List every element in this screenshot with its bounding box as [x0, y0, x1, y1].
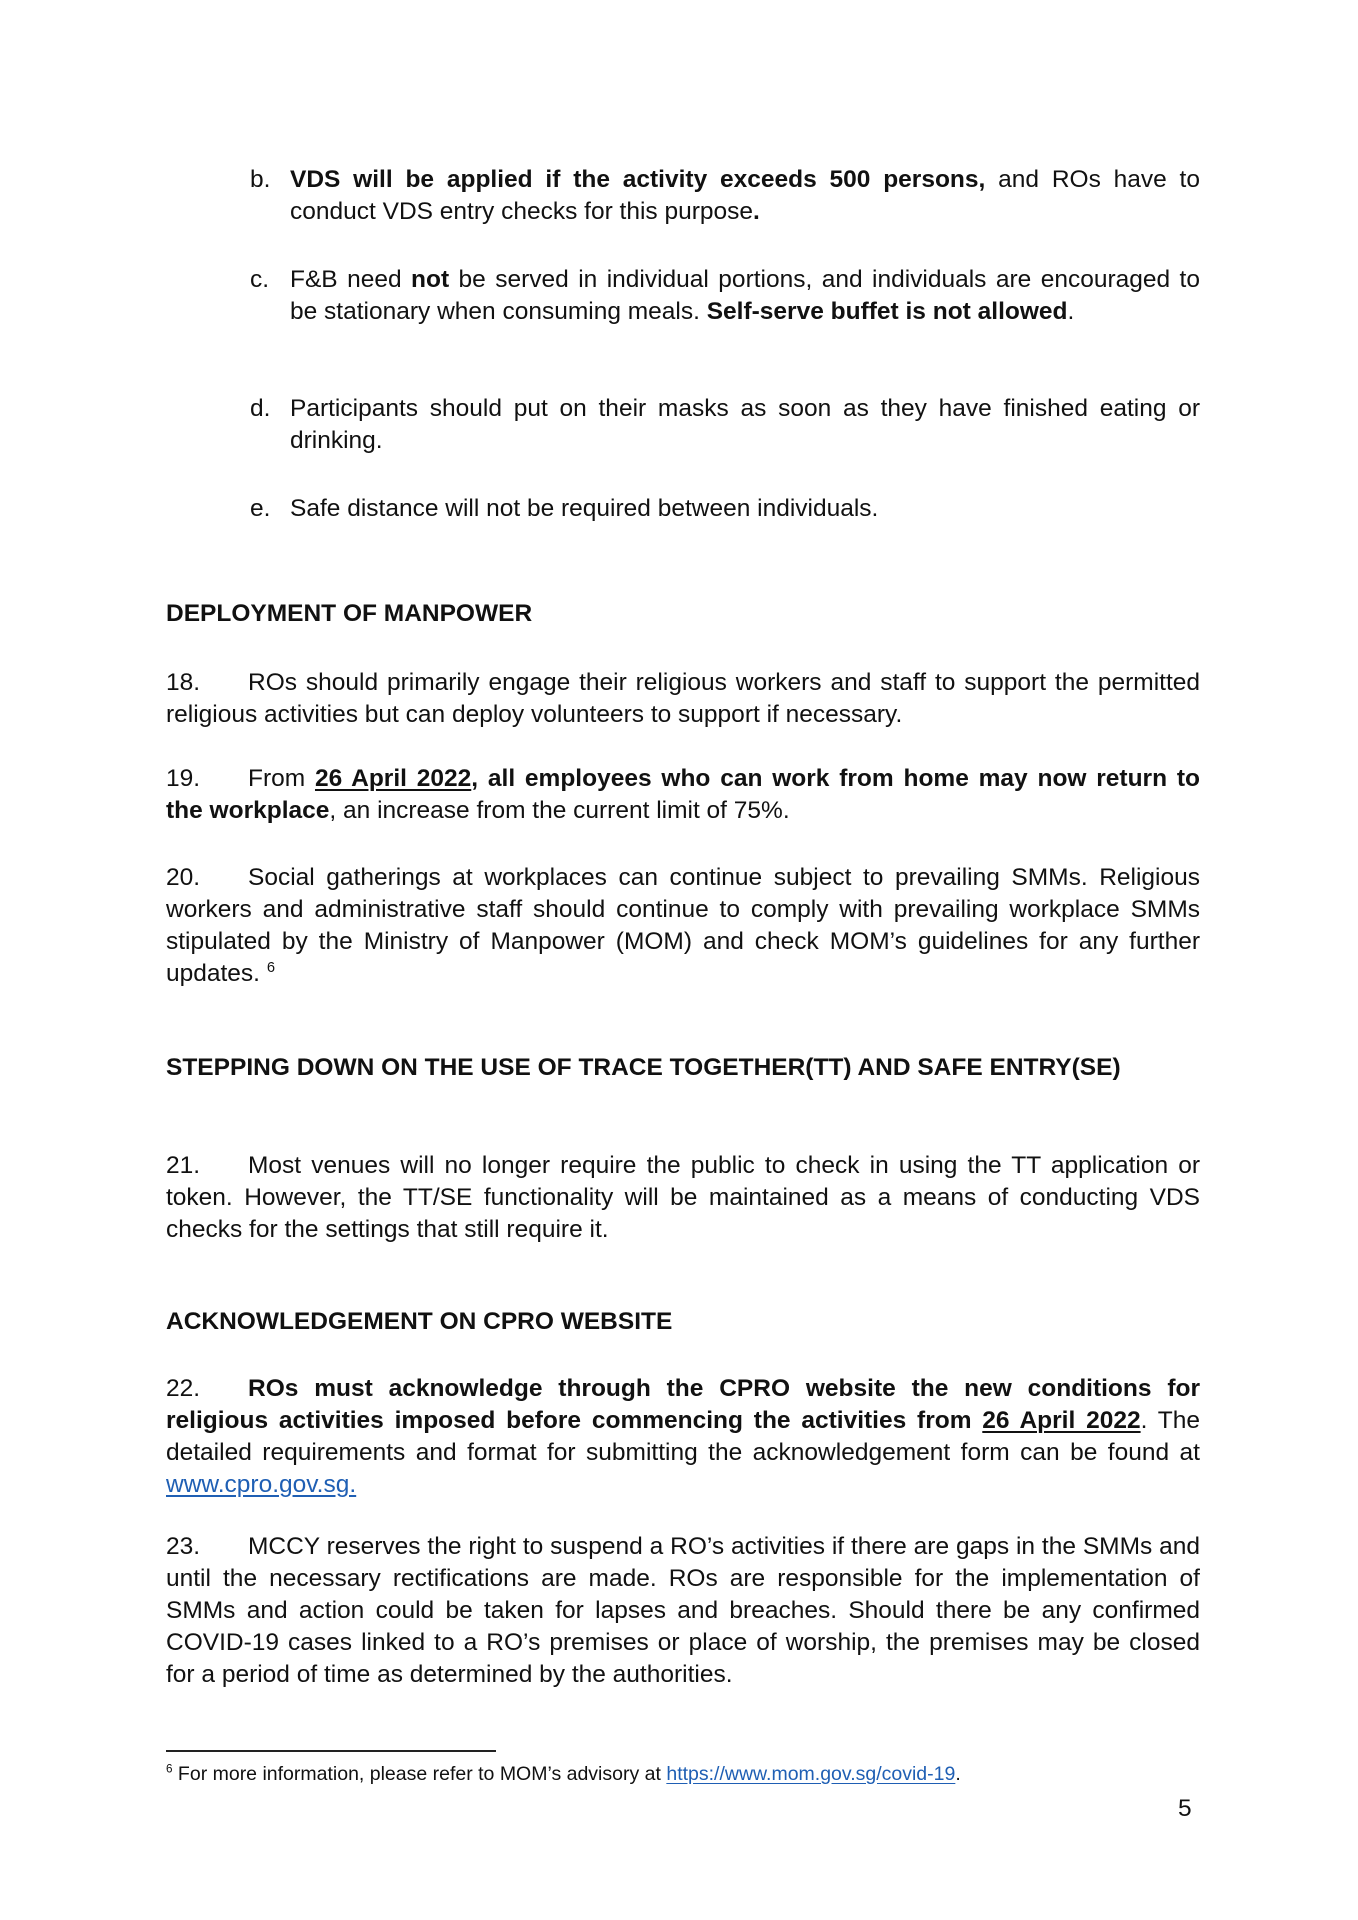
paragraph-body [166, 1533, 1200, 1688]
footnote-divider [166, 1750, 496, 1752]
text-run: Participants should put on their masks as soon as they have finished eating or drinking. [290, 395, 1200, 454]
text-run: Most venues will no longer require the public to check in using the TT application or token. However, the TT/SE functionality will be maintained as a means of conducting VDS checks for the settings that still require it. [166, 1152, 1200, 1243]
list-item-label: e. [250, 495, 271, 522]
text-run: . The detailed requirements and format for submitting the acknowledgement form can be found at [166, 1407, 1200, 1466]
list-item-e [250, 493, 1200, 525]
footnote-marker: 6 [166, 1762, 173, 1776]
section-heading-manpower: DEPLOYMENT OF MANPOWER [166, 600, 533, 627]
list-item-body [290, 264, 1200, 328]
paragraph-23 [166, 1531, 1200, 1691]
text-run: MCCY reserves the right to suspend a RO’s activities if there are gaps in the SMMs and until the necessary rectifications are made. ROs are responsible for the implementation of SMMs and action could be taken for lapses and breaches. Should there be any confirmed COVID-19 cases linked to a RO’s premises or place of worship, the premises may be closed for a period of time as determined by the authorities. [166, 1533, 1200, 1688]
text-run: F&B need [290, 266, 412, 293]
paragraph-body [166, 1152, 1200, 1243]
text-run: ROs must acknowledge through the CPRO website the new conditions for religious activities imposed before commencing the activities from [166, 1375, 1200, 1434]
footnote-text: For more information, please refer to MOM’s advisory at [172, 1763, 667, 1785]
paragraph-body [166, 1375, 1200, 1498]
inline-link[interactable]: www.cpro.gov.sg. [166, 1471, 357, 1498]
list-item-body [290, 493, 1200, 525]
text-run: Safe distance will not be required between individuals. [290, 495, 879, 522]
text-run: be served in individual portions, and individuals are encouraged to be stationary when consuming meals. [290, 266, 1200, 325]
footnote [166, 1761, 1200, 1787]
section-heading-tracetogether: STEPPING DOWN ON THE USE OF TRACE TOGETHER(TT) AND SAFE ENTRY(SE) [166, 1054, 1121, 1081]
text-run: . [1067, 298, 1075, 325]
paragraph-number: 21. [166, 1152, 201, 1179]
text-run: 26 April 2022 [314, 765, 472, 792]
paragraph-number: 22. [166, 1375, 201, 1402]
footnote-reference: 6 [266, 959, 275, 976]
paragraph-body [166, 864, 1200, 987]
text-run: not [411, 266, 450, 293]
list-item-label: d. [250, 395, 271, 422]
list-item-d [250, 393, 1200, 457]
paragraph-number: 20. [166, 864, 201, 891]
page-number: 5 [1178, 1795, 1192, 1822]
footnote-link[interactable]: https://www.mom.gov.sg/covid-19 [666, 1763, 956, 1785]
text-run: , an increase from the current limit of 75%. [329, 797, 790, 824]
list-item-body [290, 164, 1200, 228]
text-run: and ROs have to conduct VDS entry checks for this purpose [290, 166, 1200, 225]
paragraph-body [166, 765, 1200, 824]
text-run: , all employees who can work from home may now return to the workplace [166, 765, 1200, 824]
text-run: VDS will be applied if the activity exceeds 500 persons, [290, 166, 986, 193]
paragraph-number: 19. [166, 765, 201, 792]
list-item-label: c. [250, 266, 270, 293]
paragraph-body [166, 669, 1200, 728]
list-item-b [250, 164, 1200, 228]
text-run: From [248, 765, 315, 792]
text-run: . [753, 198, 760, 225]
paragraph-number: 23. [166, 1533, 201, 1560]
paragraph-22 [166, 1373, 1200, 1501]
section-heading-acknowledgement: ACKNOWLEDGEMENT ON CPRO WEBSITE [166, 1308, 673, 1335]
paragraph-19 [166, 763, 1200, 827]
paragraph-18 [166, 667, 1200, 731]
list-item-c [250, 264, 1200, 328]
footnote-end: . [955, 1763, 961, 1785]
paragraph-21 [166, 1150, 1200, 1246]
text-run: ROs should primarily engage their religious workers and staff to support the permitted religious activities but can deploy volunteers to support if necessary. [166, 669, 1200, 728]
text-run: Self-serve buffet is not allowed [706, 298, 1068, 325]
paragraph-20 [166, 862, 1200, 990]
list-item-body [290, 393, 1200, 457]
text-run: Social gatherings at workplaces can continue subject to prevailing SMMs. Religious workers and administrative staff should continue to comply with prevailing workplace SMMs stipulated by the Ministry of Manpower (MOM) and check MOM’s guidelines for any further updates. [166, 864, 1200, 987]
list-item-label: b. [250, 166, 271, 193]
text-run: 26 April 2022 [982, 1407, 1141, 1434]
paragraph-number: 18. [166, 669, 201, 696]
